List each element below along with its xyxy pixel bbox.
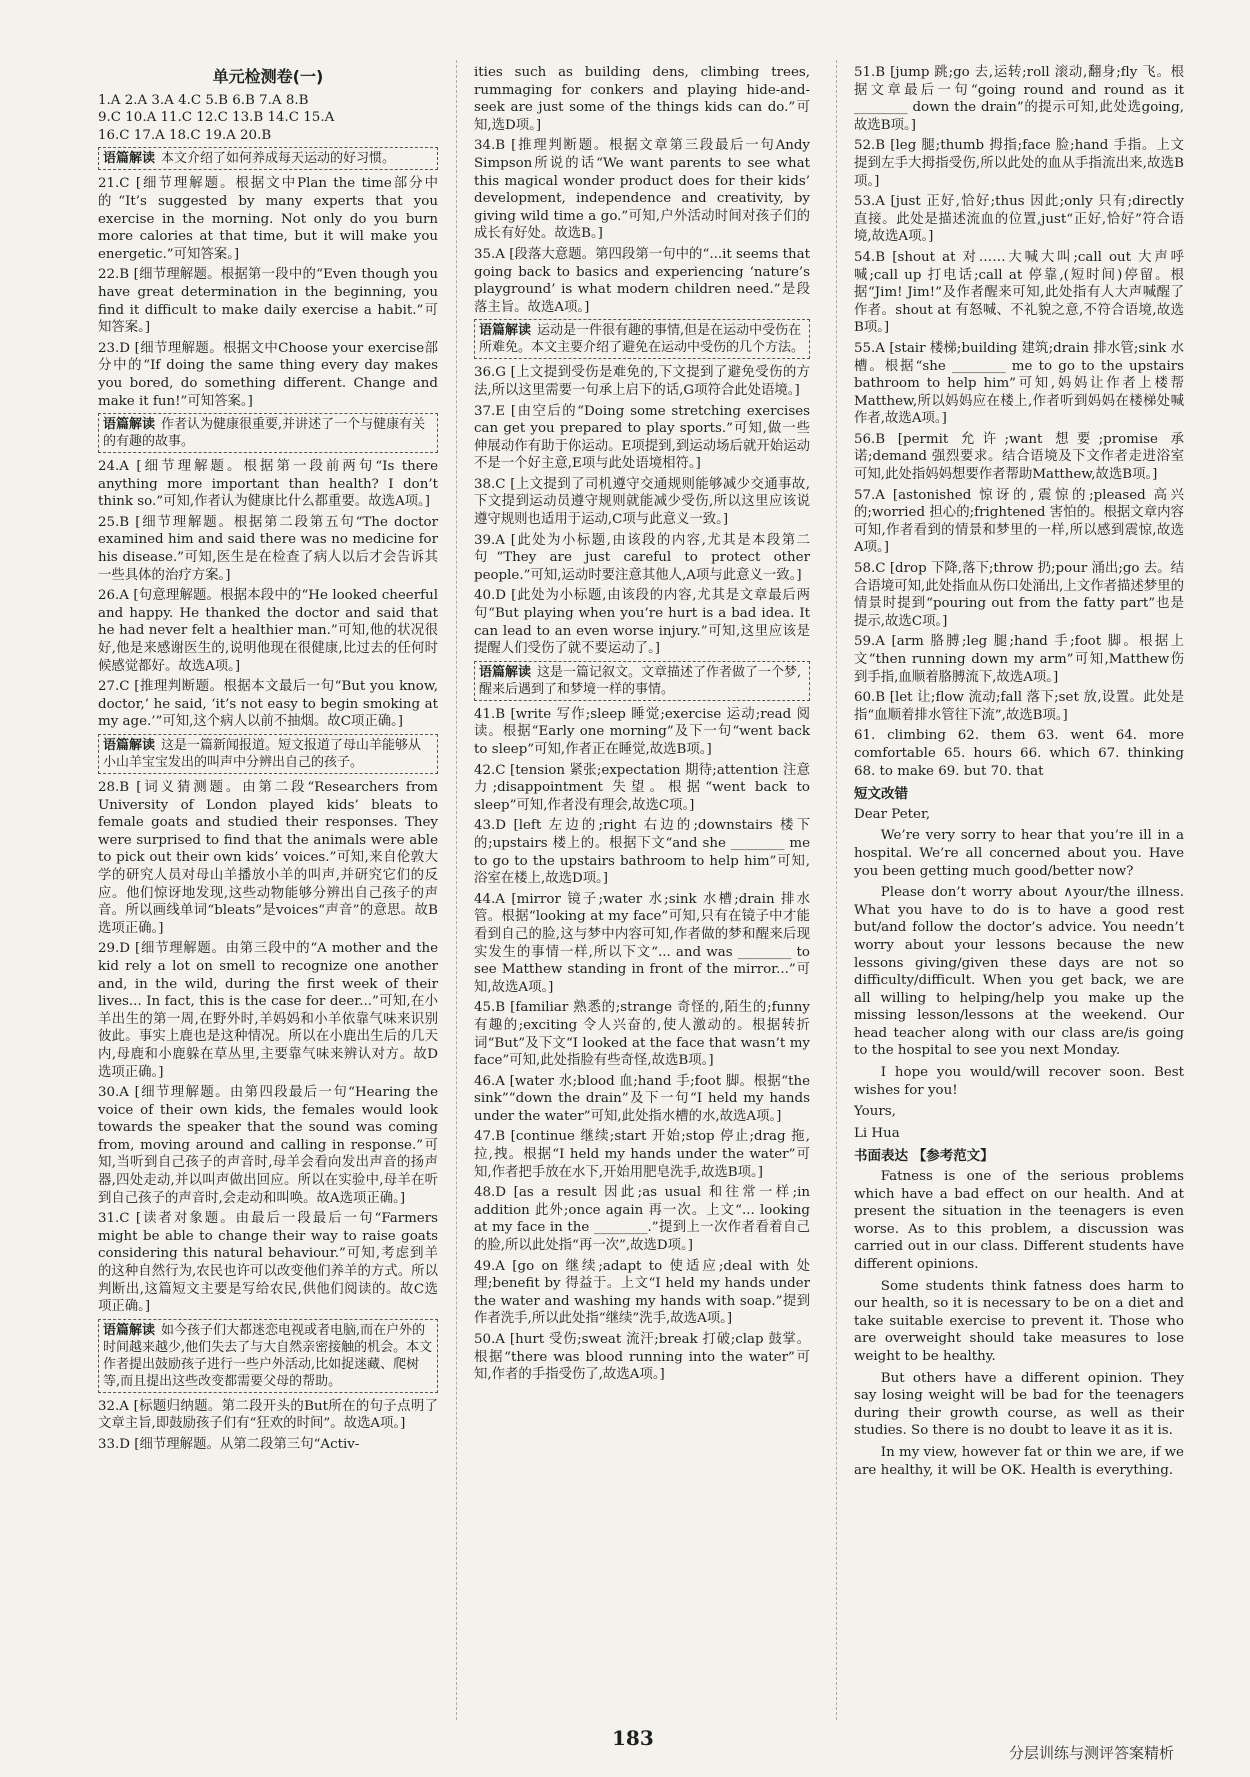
answer-item: 31.C [读者对象题。由最后一段最后一句“Farmers might be able to change their way to raise goats considering this natural behaviour.”可知,考虑到羊的这种自然行为,农民也许可以改变他们养羊的方式。所以判断出,这篇短文主要是写给农民,供他们阅读的。故C选项正确。] <box>98 1211 438 1315</box>
answer-item: 47.B [continue 继续;start 开始;stop 停止;drag 拖,拉,拽。根据“I held my hands under the water”可知,作者把手放在水下,开始用肥皂洗手,故选B项。] <box>474 1129 810 1180</box>
essay-paragraph: Fatness is one of the serious problems which have a bad effect on our health. And at present the situation in the teenagers is even worse. As to this problem, a discussion was carried out in our class. Different students have different opinions. <box>854 1169 1184 1272</box>
answer-item: 50.A [hurt 受伤;sweat 流汗;break 打破;clap 鼓掌。根据“there was blood running into the water”可知,作者的手指受伤了,故选A项。] <box>474 1332 810 1383</box>
answer-item: 58.C [drop 下降,落下;throw 扔;pour 涌出;go 去。结合语境可知,此处指血从伤口处涌出,上文作者描述梦里的情景时提到“pouring out from the fatty part”也是提示,故选C项。] <box>854 561 1184 629</box>
essay-paragraph: In my view, however fat or thin we are, if we are healthy, it will be OK. Health is everything. <box>854 1444 1184 1478</box>
answer-item: 42.C [tension 紧张;expectation 期待;attention 注意力;disappointment 失望。根据“went back to sleep”可知,作者没有理会,故选C项。] <box>474 762 810 813</box>
reading-note: 语篇解读 作者认为健康很重要,并讲述了一个与健康有关的有趣的故事。 <box>98 413 438 453</box>
answer-item: 54.B [shout at 对……大喊大叫;call out 大声呼喊;call up 打电话;call at 停靠,(短时间)停留。根据“Jim! Jim!”及作者醒来可知,此处指有人大声喊醒了作者。shout at 有怒喊、不礼貌之意,不符合语境,故选B项。] <box>854 249 1184 336</box>
answer-item: 32.A [标题归纳题。第二段开头的But所在的句子点明了文章主旨,即鼓励孩子们有“狂欢的时间”。故选A项。] <box>98 1398 438 1432</box>
answer-item: 43.D [left 左边的;right 右边的;downstairs 楼下的;upstairs 楼上的。根据下文“and she ________ me to go to the upstairs bathroom to help him”可知,浴室在楼上,故选D项。] <box>474 818 810 887</box>
reading-note: 语篇解读 这是一篇新闻报道。短文报道了母山羊能够从小山羊宝宝发出的叫声中分辨出自己的孩子。 <box>98 734 438 774</box>
page-number: 183 <box>612 1726 654 1750</box>
answer-item: 49.A [go on 继续;adapt to 使适应;deal with 处理;benefit by 得益于。上文“I held my hands under the water and washing my hands with soap.”提到作者洗手,所以此处指“继续”洗手,故选A项。] <box>474 1258 810 1327</box>
answer-item: 21.C [细节理解题。根据文中Plan the time部分中的“It’s suggested by many experts that you exercise in the morning. Not only do you burn more calories at that time, but it will make you energetic.”可知答案。] <box>98 176 438 262</box>
reading-note: 语篇解读 这是一篇记叙文。文章描述了作者做了一个梦,醒来后遇到了和梦境一样的事情。 <box>474 661 810 701</box>
answer-item: 28.B [词义猜测题。由第二段“Researchers from University of London played kids’ bleats to female goats and studied their responses. They were surprised to find that the animals were able to pick out their own kids’ voices.”可知,来自伦敦大学的研究人员对母山羊播放小羊的叫声,并研究它们的反应。他们惊讶地发现,这些动物能够分辨出自己孩子的声音。所以画线单词“bleats”是voices“声音”的意思。故B选项正确。] <box>98 780 438 936</box>
answer-item: 27.C [推理判断题。根据本文最后一句“But you know, doctor,’ he said, ‘it’s not easy to begin smoking at my age.’”可知,这个病人以前不抽烟。故C项正确。] <box>98 679 438 730</box>
answer-item: 30.A [细节理解题。由第四段最后一句“Hearing the voice of their own kids, the females would look towards the speaker that the sound was coming from, moving around and calling in response.”可知,当听到自己孩子的声音时,母羊会看向发出声音的扬声器,四处走动,并以叫声做出回应。所以在实验中,母羊在听到自己孩子的声音时,会走动和叫唤。故A选项正确。] <box>98 1085 438 1206</box>
letter-closing: Yours, <box>854 1104 896 1120</box>
answer-item: 34.B [推理判断题。根据文章第三段最后一句Andy Simpson所说的话“We want parents to see what this magical wonder product does for their kids’ development, independence and creativity, by giving wild time a go.”可知,户外活动时间对孩子们的成长有好处。故选B。] <box>474 138 810 242</box>
answer-item: 39.A [此处为小标题,由该段的内容,尤其是本段第二句“They are just careful to protect other people.”可知,运动时要注意其他人,A项与此意义一致。] <box>474 532 810 583</box>
letter-greeting: Dear Peter, <box>854 806 931 822</box>
answer-item: 45.B [familiar 熟悉的;strange 奇怪的,陌生的;funny 有趣的;exciting 令人兴奋的,使人激动的。根据转折词“But”及下文“I looked at the face that wasn’t my face”可知,此处指脸有些奇怪,故选B项。] <box>474 1000 810 1069</box>
answer-item: 48.D [as a result 因此;as usual 和往常一样;in addition 此外;once again 再一次。上文“... looking at my face in the ________.”提到上一次作者看着自己的脸,所以此处指“再一次”,故选D项。] <box>474 1185 810 1254</box>
answer-line: 16.C 17.A 18.C 19.A 20.B <box>98 127 272 143</box>
essay-paragraph: But others have a different opinion. They say losing weight will be bad for the teenagers during their growth course, as well as their studies. So there is no doubt to leave it as it is. <box>854 1370 1184 1439</box>
answer-item: 24.A [细节理解题。根据第一段前两句“Is there anything more important than health? I don’t think so.”可知,作者认为健康比什么都重要。故选A项。] <box>98 459 438 510</box>
answer-item: 22.B [细节理解题。根据第一段中的“Even though you have great determination in the beginning, you find it difficult to make daily exercise a habit.”可知答案。] <box>98 267 438 336</box>
answer-item: 29.D [细节理解题。由第三段中的“A mother and the kid rely a lot on smell to recognize one another and, in the wild, during the first week of their lives... In fact, this is the case for deer...”可知,在小羊出生的第一周,在野外时,羊妈妈和小羊依靠气味来识别彼此。事实上鹿也是这种情况。所以在小鹿出生后的几天内,母鹿和小鹿躲在草丛里,主要靠气味来辨认对方。故D选项正确。] <box>98 941 438 1080</box>
answer-item: 26.A [句意理解题。根据本段中的“He looked cheerful and happy. He thanked the doctor and said that he had never felt a healthier man.”可知,他的状况很好,他是来感谢医生的,说明他现在很健康,比过去的任何时候感觉都好。故选A项。] <box>98 588 438 674</box>
answer-line: 1.A 2.A 3.A 4.C 5.B 6.B 7.A 8.B <box>98 92 309 108</box>
answer-item: 35.A [段落大意题。第四段第一句中的“...it seems that going back to basics and experiencing ‘nature’s playground’ is what modern children need.”是段落主旨。故选A项。] <box>474 246 810 315</box>
answer-item: 25.B [细节理解题。根据第二段第五句“The doctor examined him and said there was no medicine for his disease.”可知,医生是在检查了病人以后才会告诉其一些具体的治疗方案。] <box>98 514 438 583</box>
answer-item: 52.B [leg 腿;thumb 拇指;face 脸;hand 手指。上文提到左手大拇指受伤,所以此处的血从手指流出来,故选B项。] <box>854 138 1184 189</box>
answer-item: 53.A [just 正好,恰好;thus 因此;only 只有;directly 直接。此处是描述流血的位置,just“正好,恰好”符合语境,故选A项。] <box>854 194 1184 245</box>
answer-item: 40.D [此处为小标题,由该段的内容,尤其是文章最后两句“But playing when you’re hurt is a bad idea. It can lead to an even worse injury.”可知,这里应该是提醒人们受伤了就不要运动了。] <box>474 588 810 657</box>
answer-item: 51.B [jump 跳;go 去,运转;roll 滚动,翻身;fly 飞。根据文章最后一句“going round and round as it ________ down the drain”的提示可知,此处选going,故选B项。] <box>854 65 1184 133</box>
answer-item: 36.G [上文提到受伤是难免的,下文提到了避免受伤的方法,所以这里需要一句承上启下的话,G项符合此处语境。] <box>474 365 810 398</box>
answer-item: 60.B [let 让;flow 流动;fall 落下;set 放,设置。此处是指“血顺着排水管往下流”,故选B项。] <box>854 690 1184 723</box>
column-1 <box>98 64 438 1457</box>
correction-letter <box>854 806 1184 1143</box>
section-title-writing: 书面表达 【参考范文】 <box>854 1148 994 1165</box>
answer-item: 38.C [上文提到了司机遵守交通规则能够减少交通事故,下文提到运动员遵守规则就能减少受伤,所以这里应该说遵守规则也适用于运动,C项与此意义一致。] <box>474 476 810 528</box>
answer-item: 57.A [astonished 惊讶的,震惊的;pleased 高兴的;worried 担心的;frightened 害怕的。根据文章内容可知,作者看到的情景和梦里的一样,所以感到震惊,故选A项。] <box>854 487 1184 556</box>
letter-paragraph: I hope you would/will recover soon. Best wishes for you! <box>854 1065 1184 1098</box>
answer-item: 33.D [细节理解题。从第二段第三句“Activ- <box>98 1437 360 1452</box>
answer-item: 44.A [mirror 镜子;water 水;sink 水槽;drain 排水管。根据“looking at my face”可知,只有在镜子中才能看到自己的脸,这与梦中内容可知,作者做的梦和醒来后现实发生的事情一样,所以下文“... and was ________ to see Matthew standing in front of the mirror...”可知,故选A项。] <box>474 891 810 995</box>
letter-paragraph: We’re very sorry to hear that you’re ill in a hospital. We’re all concerned about you. Have you been getting much good/better now? <box>854 828 1184 879</box>
answer-item: 46.A [water 水;blood 血;hand 手;foot 脚。根据“the sink”“down the drain”及下一句“I held my hands under the water”可知,此处指水槽的水,故选A项。] <box>474 1073 810 1124</box>
reading-note: 语篇解读 本文介绍了如何养成每天运动的好习惯。 <box>98 147 438 170</box>
section-title-correction: 短文改错 <box>854 786 908 803</box>
essay-paragraph: Some students think fatness does harm to our health, so it is necessary to be on a diet and take suitable exercise to prevent it. Those who are overweight should take measures to lose weight to be healthy. <box>854 1278 1184 1364</box>
reading-note: 语篇解读 运动是一件很有趣的事情,但是在运动中受伤在所难免。本文主要介绍了避免在运动中受伤的几个方法。 <box>474 319 810 359</box>
answer-item: 55.A [stair 楼梯;building 建筑;drain 排水管;sink 水槽。根据“she ________ me to go to the upstairs bathroom to help him”可知,妈妈让作者上楼帮Matthew,所以妈妈应在楼上,作者听到妈妈在楼梯处喊作者,故选A项。] <box>854 340 1184 427</box>
letter-signature: Li Hua <box>854 1125 900 1141</box>
answer-item: 37.E [由空后的“Doing some stretching exercises can get you prepared to play sports.”可知,做一些伸展动作有助于你运动。E项提到,到运动场后就开始运动不是一个好主意,E项与此处语境相符。] <box>474 403 810 472</box>
letter-paragraph: Please don’t worry about ∧your/the illness. What you have to do is to have a good rest but/and follow the doctor’s advice. You needn’t worry about your lessons because the new lessons giving/given these days are not so difficulty/difficult. When you get back, we are all willing to helping/help you make up the missing lesson/lessons at the weekend. Our head teacher along with our class are/is going to the hospital to see you next Monday. <box>854 885 1184 1059</box>
page-footer: 分层训练与测评答案精析 <box>1008 1744 1174 1762</box>
answer-item: 23.D [细节理解题。根据文中Choose your exercise部分中的“If doing the same thing every day makes you bored, do something different. Change and make it fun!”可知答案。] <box>98 340 438 409</box>
page-title: 单元检测卷(一) <box>212 67 324 86</box>
answer-line: 9.C 10.A 11.C 12.C 13.B 14.C 15.A <box>98 110 335 126</box>
answer-item: 41.B [write 写作;sleep 睡觉;exercise 运动;read 阅读。根据“Early one morning”及下一句“went back to sleep”可知,作者正在睡觉,故选B项。] <box>474 706 810 757</box>
column-3 <box>854 64 1184 1483</box>
answer-item: 56.B [permit 允许;want 想要;promise 承诺;demand 强烈要求。结合语境及下文作者走进浴室可知,此处指妈妈想要作者帮助Matthew,故选B项。] <box>854 431 1184 483</box>
reading-note: 语篇解读 如今孩子们大都迷恋电视或者电脑,而在户外的时间越来越少,他们失去了与大自然亲密接触的机会。本文作者提出鼓励孩子进行一些户外活动,比如捉迷藏、爬树等,而且提出这些改变都需要父母的帮助。 <box>98 1319 438 1393</box>
fill-answers: 61. climbing 62. them 63. went 64. more comfortable 65. hours 66. which 67. thinking 68. to make 69. but 70. that <box>854 728 1184 779</box>
model-essay <box>854 1168 1184 1479</box>
column-2 <box>474 64 810 1387</box>
answer-item: 59.A [arm 胳膊;leg 腿;hand 手;foot 脚。根据上文“then running down my arm”可知,Matthew伤到手指,血顺着胳膊流下,故选A项。] <box>854 634 1184 685</box>
answer-item: ities such as building dens, climbing trees, rummaging for conkers and playing hide-and-seek are just some of the things kids can do.”可知,选D项。] <box>474 65 810 133</box>
